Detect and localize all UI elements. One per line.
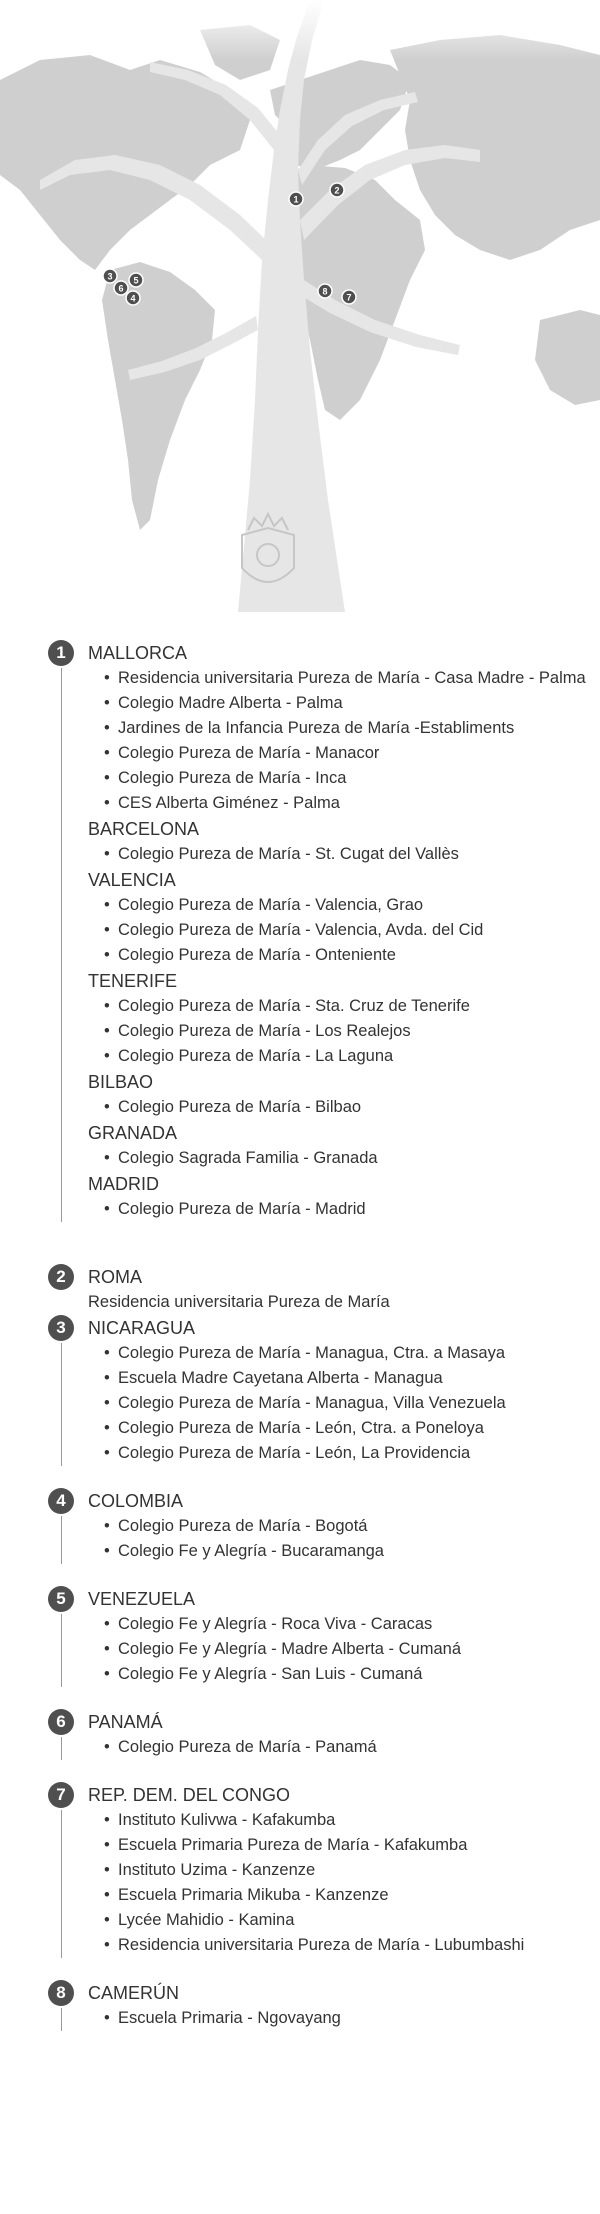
location-list xyxy=(88,893,600,968)
marker-label: 4 xyxy=(130,293,136,304)
map-marker-5[interactable] xyxy=(129,273,143,287)
group-number-badge: 4 xyxy=(48,1488,74,1514)
location-item: • Escuela Madre Cayetana Alberta - Managua xyxy=(88,1366,600,1391)
locations-list xyxy=(0,640,600,2031)
location-group-5 xyxy=(48,1586,600,1687)
group-number-badge: 1 xyxy=(48,640,74,666)
location-item: • Instituto Kulivwa - Kafakumba xyxy=(88,1808,600,1833)
group-number-badge: 5 xyxy=(48,1586,74,1612)
location-item: • Colegio Pureza de María - Bogotá xyxy=(88,1514,600,1539)
location-group-7 xyxy=(48,1782,600,1958)
location-item: • Colegio Pureza de María - León, La Providencia xyxy=(88,1441,600,1466)
region-heading: GRANADA xyxy=(88,1123,178,1143)
map-marker-4[interactable] xyxy=(126,291,140,305)
location-list xyxy=(88,1146,600,1171)
location-item: • Colegio Pureza de María - Managua, Ctra. a Masaya xyxy=(88,1341,600,1366)
group-number-badge: 2 xyxy=(48,1264,74,1290)
location-item: • Colegio Pureza de María - Bilbao xyxy=(88,1095,600,1120)
map-marker-1[interactable] xyxy=(289,192,303,206)
marker-label: 2 xyxy=(334,185,340,196)
group-connector-line xyxy=(61,1810,62,1958)
region-heading: VENEZUELA xyxy=(88,1589,196,1609)
location-item: • Colegio Fe y Alegría - Roca Viva - Caracas xyxy=(88,1612,600,1637)
group-connector-line xyxy=(61,1614,62,1687)
location-item: • Colegio Pureza de María - Panamá xyxy=(88,1735,600,1760)
location-list xyxy=(88,1197,600,1222)
location-item: • Colegio Pureza de María - Managua, Villa Venezuela xyxy=(88,1391,600,1416)
marker-label: 5 xyxy=(133,275,139,286)
location-item: • Colegio Pureza de María - Valencia, Grao xyxy=(88,893,600,918)
region-heading: BILBAO xyxy=(88,1072,154,1092)
location-item: • Colegio Fe y Alegría - Madre Alberta - Cumaná xyxy=(88,1637,600,1662)
marker-label: 1 xyxy=(293,194,299,205)
region-heading: BARCELONA xyxy=(88,819,200,839)
region-heading: PANAMÁ xyxy=(88,1712,163,1732)
location-item: • Colegio Pureza de María - Valencia, Avda. del Cid xyxy=(88,918,600,943)
location-item: • Lycée Mahidio - Kamina xyxy=(88,1908,600,1933)
location-group-1 xyxy=(48,640,600,1222)
location-item: • Colegio Pureza de María - Onteniente xyxy=(88,943,600,968)
group-number-badge: 3 xyxy=(48,1315,74,1341)
region-heading: REP. DEM. DEL CONGO xyxy=(88,1785,291,1805)
region-heading: TENERIFE xyxy=(88,971,178,991)
location-group-4 xyxy=(48,1488,600,1564)
location-item: • Colegio Madre Alberta - Palma xyxy=(88,691,600,716)
location-item: • Jardines de la Infancia Pureza de María -Establiments xyxy=(88,716,600,741)
location-item: • Colegio Fe y Alegría - Bucaramanga xyxy=(88,1539,600,1564)
location-item: • Colegio Pureza de María - St. Cugat del Vallès xyxy=(88,842,600,867)
group-connector-line xyxy=(61,1343,62,1466)
location-item: • Colegio Pureza de María - La Laguna xyxy=(88,1044,600,1069)
map-marker-8[interactable] xyxy=(318,284,332,298)
map-marker-3[interactable] xyxy=(103,269,117,283)
location-list xyxy=(88,1735,600,1760)
south-america-shape xyxy=(102,262,215,530)
map-marker-6[interactable] xyxy=(114,281,128,295)
region-heading: VALENCIA xyxy=(88,870,176,890)
location-list xyxy=(88,2006,600,2031)
asia-shape xyxy=(390,35,600,260)
location-list xyxy=(88,994,600,1069)
location-item: • Escuela Primaria - Ngovayang xyxy=(88,2006,600,2031)
location-item: • Escuela Primaria Mikuba - Kanzenze xyxy=(88,1883,600,1908)
location-list xyxy=(88,1095,600,1120)
region-heading: MALLORCA xyxy=(88,643,188,663)
location-list xyxy=(88,842,600,867)
region-heading: CAMERÚN xyxy=(88,1983,180,2003)
location-item: • Instituto Uzima - Kanzenze xyxy=(88,1858,600,1883)
location-item: • Escuela Primaria Pureza de María - Kafakumba xyxy=(88,1833,600,1858)
marker-label: 3 xyxy=(107,271,113,282)
world-map xyxy=(0,0,600,612)
location-text: Residencia universitaria Pureza de María xyxy=(88,1293,390,1311)
marker-label: 7 xyxy=(346,292,352,303)
location-item: • CES Alberta Giménez - Palma xyxy=(88,791,600,816)
location-item: • Colegio Pureza de María - Los Realejos xyxy=(88,1019,600,1044)
group-connector-line xyxy=(61,1737,62,1760)
location-item: • Colegio Pureza de María - Inca xyxy=(88,766,600,791)
location-group-3 xyxy=(48,1315,600,1466)
location-item: • Colegio Pureza de María - León, Ctra. a Poneloya xyxy=(88,1416,600,1441)
region-heading: MADRID xyxy=(88,1174,159,1194)
region-heading: ROMA xyxy=(88,1267,142,1287)
group-number-badge: 7 xyxy=(48,1782,74,1808)
marker-label: 8 xyxy=(322,286,328,297)
group-connector-line xyxy=(61,1516,62,1564)
region-heading: COLOMBIA xyxy=(88,1491,184,1511)
location-group-8 xyxy=(48,1980,600,2031)
group-connector-line xyxy=(61,668,62,1222)
location-list xyxy=(88,1808,600,1958)
location-item: • Colegio Pureza de María - Madrid xyxy=(88,1197,600,1222)
location-list xyxy=(88,1341,600,1466)
location-group-6 xyxy=(48,1709,600,1760)
location-item: • Colegio Fe y Alegría - San Luis - Cumaná xyxy=(88,1662,600,1687)
region-heading: NICARAGUA xyxy=(88,1318,196,1338)
location-list xyxy=(88,1514,600,1564)
group-number-badge: 8 xyxy=(48,1980,74,2006)
location-list xyxy=(88,1612,600,1687)
map-marker-7[interactable] xyxy=(342,290,356,304)
group-connector-line xyxy=(61,2008,62,2031)
location-item: • Colegio Pureza de María - Sta. Cruz de Tenerife xyxy=(88,994,600,1019)
location-item: • Residencia universitaria Pureza de María - Lubumbashi xyxy=(88,1933,600,1958)
group-number-badge: 6 xyxy=(48,1709,74,1735)
location-item: • Colegio Pureza de María - Manacor xyxy=(88,741,600,766)
map-marker-2[interactable] xyxy=(330,183,344,197)
location-list xyxy=(88,666,600,816)
location-group-2 xyxy=(48,1264,600,1315)
marker-label: 6 xyxy=(118,283,124,294)
oceania-shape xyxy=(535,310,600,405)
location-item: • Colegio Sagrada Familia - Granada xyxy=(88,1146,600,1171)
location-item: • Residencia universitaria Pureza de María - Casa Madre - Palma xyxy=(88,666,600,691)
